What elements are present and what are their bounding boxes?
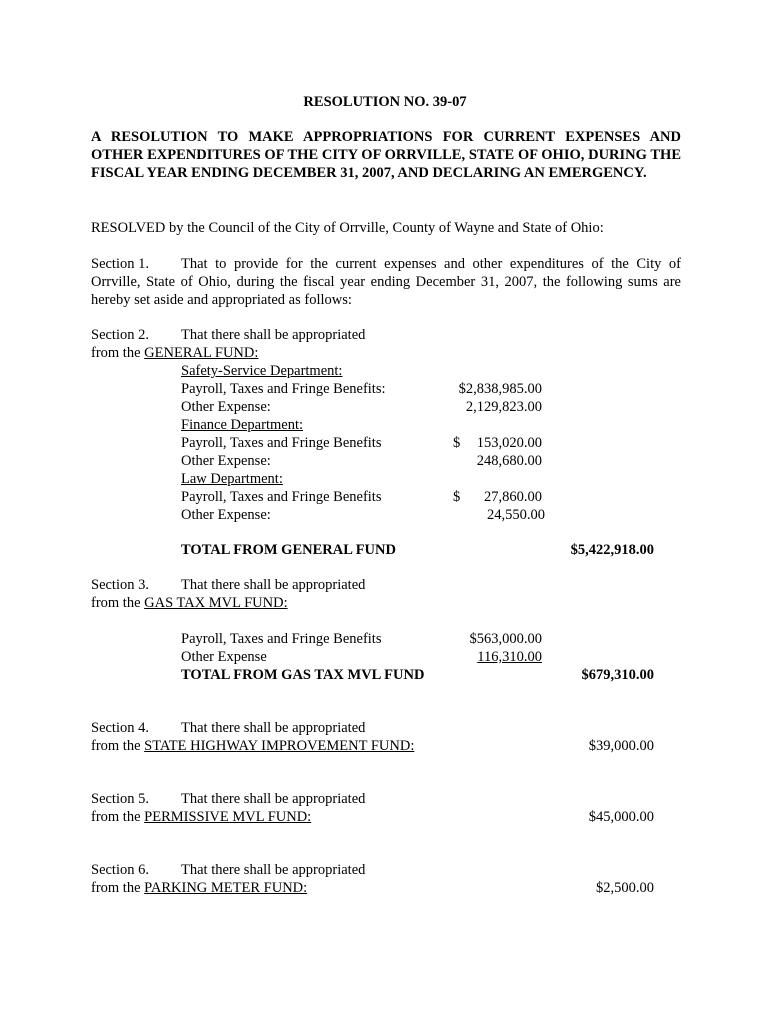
safety-service-department: Safety-Service Department: <box>181 363 343 379</box>
finance-payroll-label: Payroll, Taxes and Fringe Benefits <box>181 435 382 451</box>
section-6-fund-line <box>91 879 307 897</box>
from-the-text: from the <box>91 738 141 754</box>
permissive-mvl-amount: $45,000.00 <box>588 809 654 825</box>
section-2-fund-line <box>91 344 258 362</box>
finance-other-label: Other Expense: <box>181 453 271 469</box>
from-the-text: from the <box>91 345 141 361</box>
general-fund-total-amount: $5,422,918.00 <box>570 542 654 558</box>
finance-other-amount: 248,680.00 <box>476 453 542 469</box>
from-the-text: from the <box>91 809 141 825</box>
law-other-label: Other Expense: <box>181 507 271 523</box>
section-1-text: That to provide for the current expenses and other expenditures of the City of Orrville, State of Ohio, during the fiscal year ending December 31, 2007, the following sums are hereby set aside and appropriated as follows: <box>91 256 681 308</box>
finance-payroll-amount: 153,020.00 <box>476 435 542 451</box>
resolution-heading: A RESOLUTION TO MAKE APPROPRIATIONS FOR CURRENT EXPENSES AND OTHER EXPENDITURES OF THE CITY OF ORRVILLE, STATE OF OHIO, DURING THE FISCAL YEAR ENDING DECEMBER 31, 2007, AND DECLARING AN EMERGENCY. <box>91 129 681 181</box>
from-the-text: from the <box>91 595 141 611</box>
gas-tax-total-amount: $679,310.00 <box>581 667 654 683</box>
safety-other-label: Other Expense: <box>181 399 271 415</box>
section-4-fund-line <box>91 737 414 755</box>
state-highway-amount: $39,000.00 <box>588 738 654 754</box>
safety-payroll-label: Payroll, Taxes and Fringe Benefits: <box>181 381 386 397</box>
law-payroll-dollar: $ <box>453 489 461 505</box>
section-5-label: Section 5. <box>91 791 149 807</box>
finance-payroll-dollar: $ <box>453 435 461 451</box>
parking-meter-fund-name: PARKING METER FUND: <box>144 880 308 896</box>
law-payroll-amount: 27,860.00 <box>484 489 542 505</box>
resolved-clause: RESOLVED by the Council of the City of Orrville, County of Wayne and State of Ohio: <box>91 220 604 236</box>
gas-tax-other-label: Other Expense <box>181 649 267 665</box>
from-the-text: from the <box>91 880 141 896</box>
section-3-text: That there shall be appropriated <box>181 577 366 593</box>
section-4-text: That there shall be appropriated <box>181 720 366 736</box>
section-5-fund-line <box>91 808 311 826</box>
gas-tax-total-label: TOTAL FROM GAS TAX MVL FUND <box>181 667 425 683</box>
section-6-label: Section 6. <box>91 862 149 878</box>
state-highway-fund-name: STATE HIGHWAY IMPROVEMENT FUND: <box>144 738 415 754</box>
gas-tax-fund-name: GAS TAX MVL FUND: <box>144 595 288 611</box>
gas-tax-payroll-amount: $563,000.00 <box>469 631 542 647</box>
parking-meter-amount: $2,500.00 <box>596 880 654 896</box>
section-2-text: That there shall be appropriated <box>181 327 366 343</box>
gas-tax-payroll-label: Payroll, Taxes and Fringe Benefits <box>181 631 382 647</box>
safety-payroll-amount: $2,838,985.00 <box>458 381 542 397</box>
resolution-title: RESOLUTION NO. 39-07 <box>303 94 467 110</box>
general-fund-name: GENERAL FUND: <box>144 345 259 361</box>
section-2-label: Section 2. <box>91 327 149 343</box>
section-5-text: That there shall be appropriated <box>181 791 366 807</box>
general-fund-total-label: TOTAL FROM GENERAL FUND <box>181 542 396 558</box>
safety-other-amount: 2,129,823.00 <box>465 399 542 415</box>
law-department: Law Department: <box>181 471 283 487</box>
section-4-label: Section 4. <box>91 720 149 736</box>
law-other-amount: 24,550.00 <box>487 507 545 523</box>
section-6-text: That there shall be appropriated <box>181 862 366 878</box>
section-3-label: Section 3. <box>91 577 149 593</box>
section-3-fund-line <box>91 594 288 612</box>
gas-tax-other-amount-text: 116,310.00 <box>477 649 542 665</box>
gas-tax-other-amount <box>432 648 542 666</box>
law-payroll-label: Payroll, Taxes and Fringe Benefits <box>181 489 382 505</box>
section-1-label: Section 1. <box>91 256 149 272</box>
permissive-mvl-fund-name: PERMISSIVE MVL FUND: <box>144 809 312 825</box>
section-1 <box>91 255 681 309</box>
finance-department: Finance Department: <box>181 417 303 433</box>
